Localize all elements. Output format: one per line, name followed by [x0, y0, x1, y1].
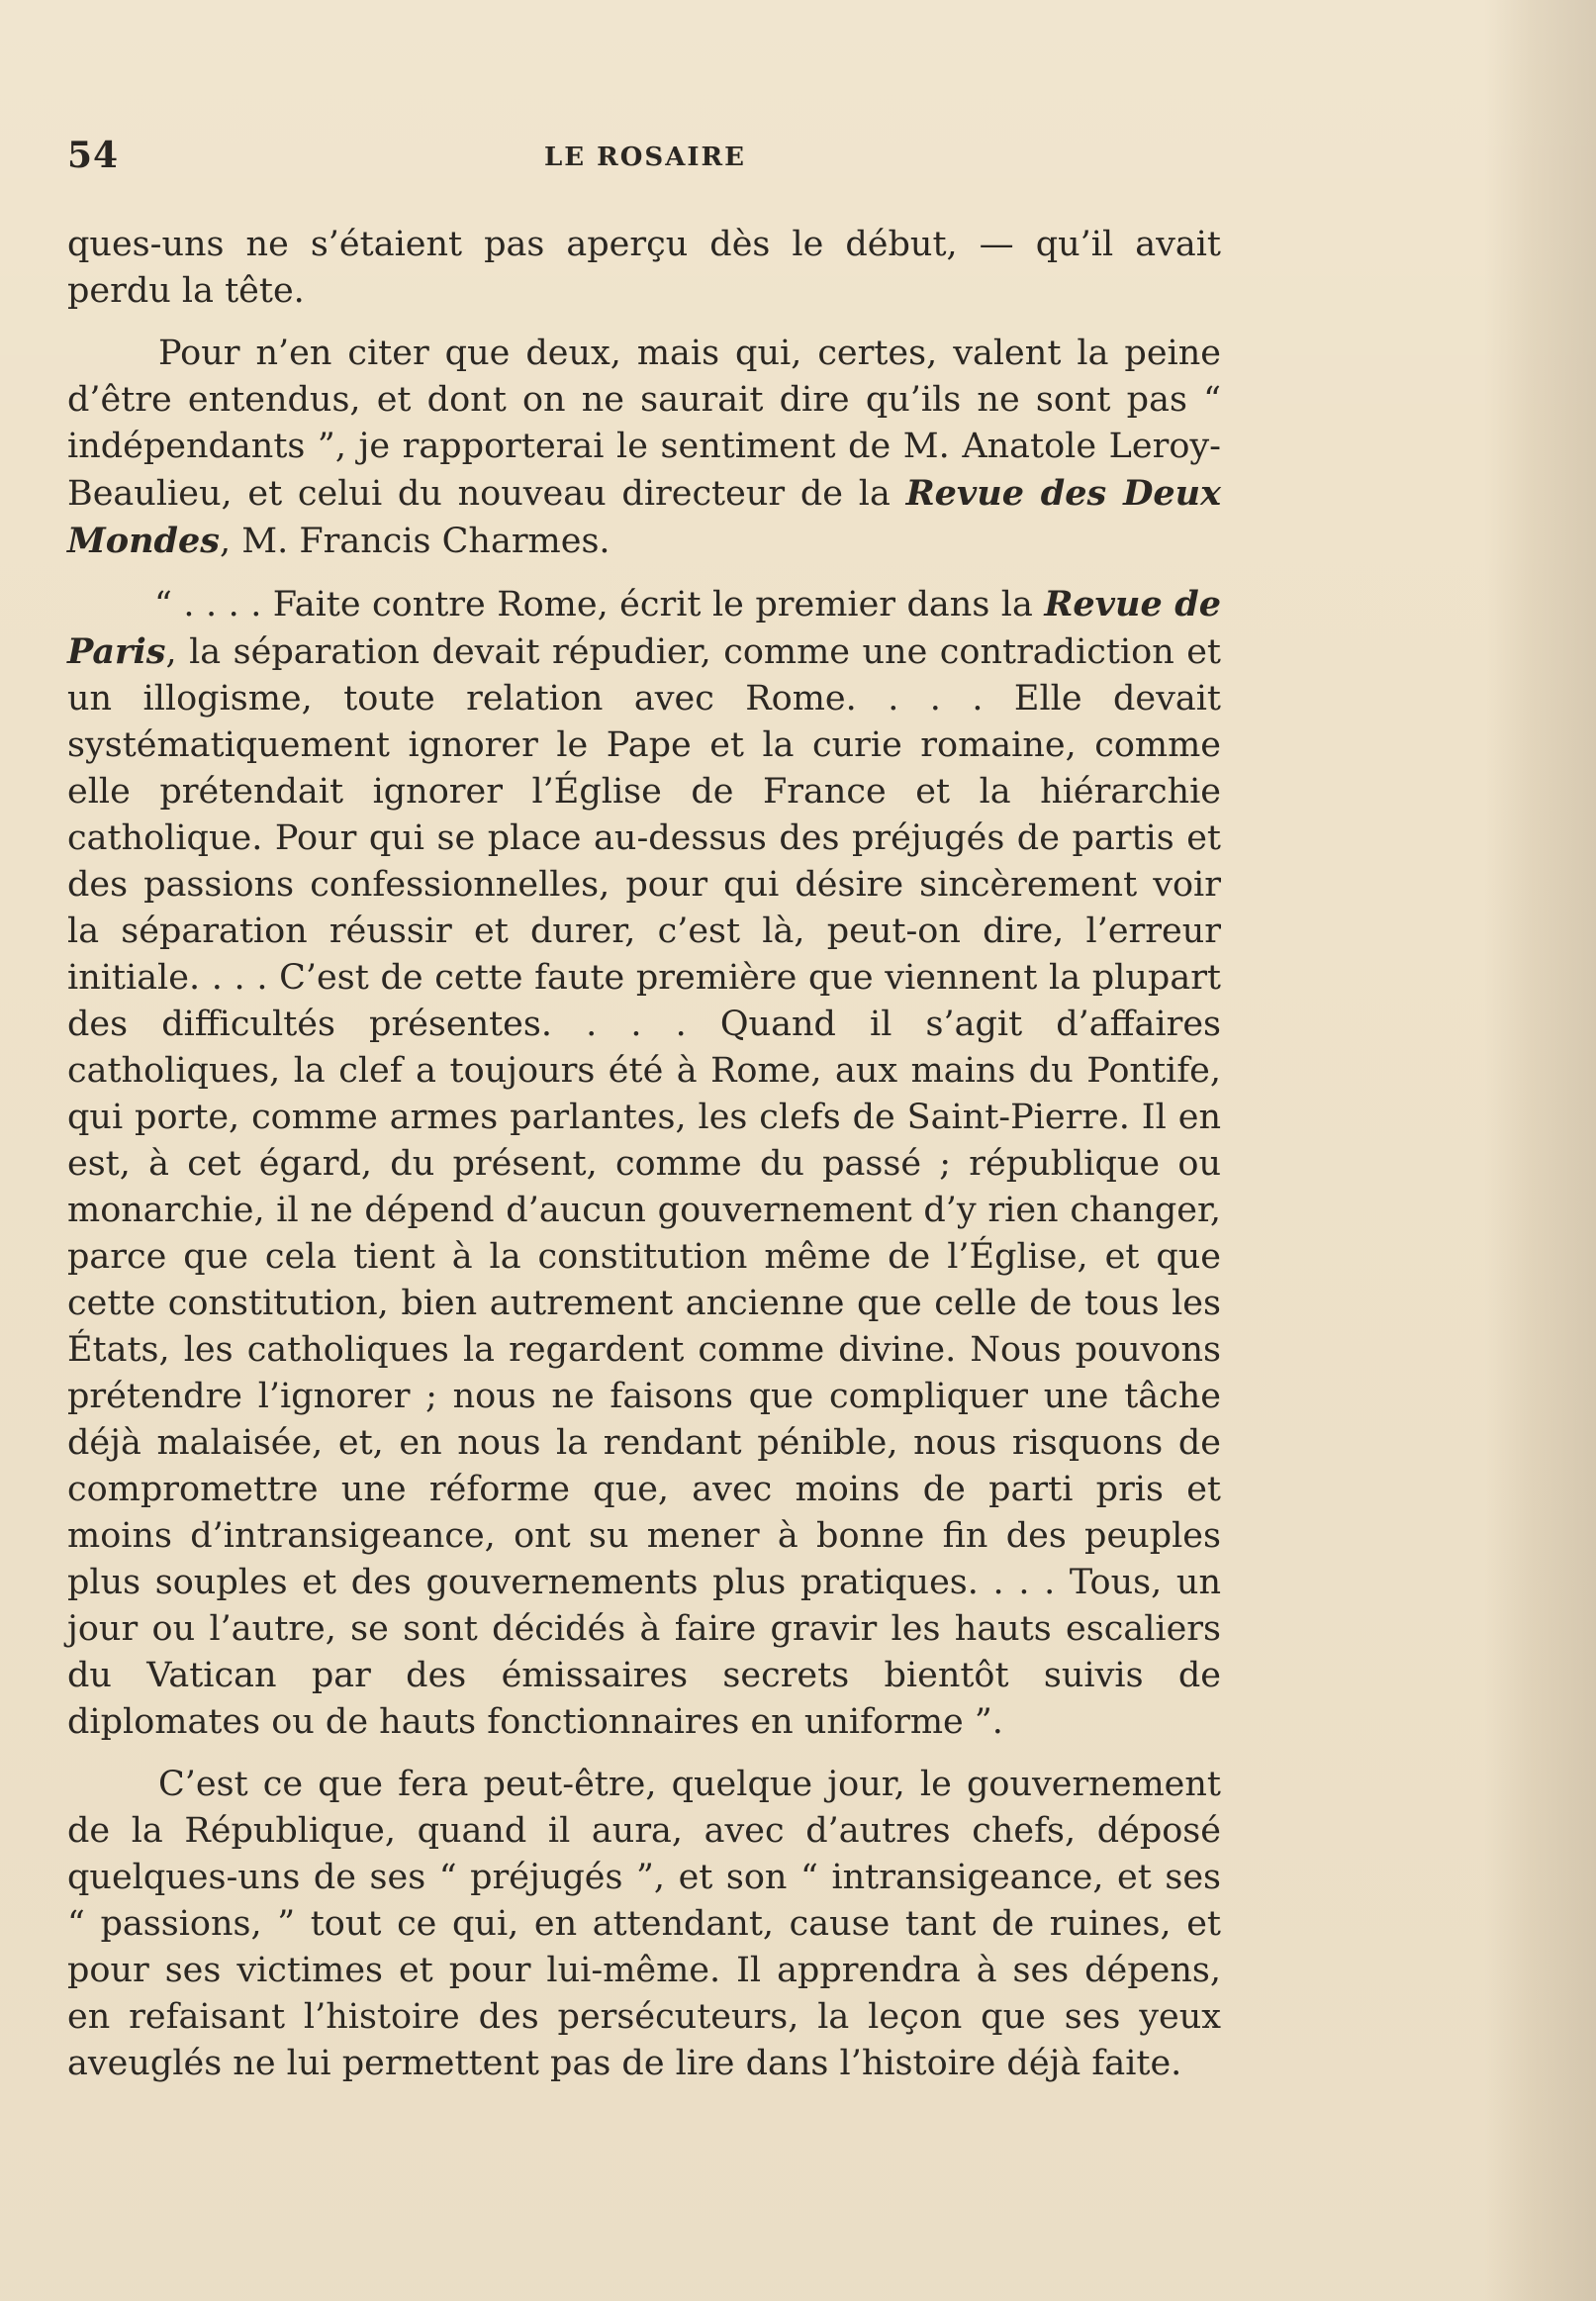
conclusion-paragraph — [67, 1762, 1221, 2087]
page-header — [67, 135, 1223, 184]
quotation-text-body: , la séparation devait répudier, comme une contradiction et un illogisme, toute relation avec Rome. . . . Elle devait systématiquement ignorer le Pape et la curie romaine, comme elle prétendait ignorer l’Église de France et la hiérarchie catholique. Pour qui se place au-dessus des préjugés de partis et des passions confessionnelles, pour qui désire sincèrement voir la séparation réussir et durer, c’est là, peut-on dire, l’erreur initiale. . . . C’est de cette faute première que viennent la plupart des difficultés présentes. . . . Quand il s’agit d’affaires catholiques, la clef a toujours été à Rome, aux mains du Pontife, qui porte, comme armes parlantes, les clefs de Saint-Pierre. Il en est, à cet égard, du présent, comme du passé ; république ou monarchie, il ne dépend d’aucun gouvernement d’y rien changer, parce que cela tient à la constitution même de l’Église, et que cette constitution, bien autrement ancienne que celle de tous les États, les catholiques la regardent comme divine. Nous pouvons prétendre l’ignorer ; nous ne faisons que compliquer une tâche déjà malaisée, et, en nous la rendant pénible, nous risquons de compromettre une réforme que, avec moins de parti pris et moins d’intransigeance, ont su mener à bonne fin des peuples plus souples et des gouvernements plus pratiques. . . . Tous, un jour ou l’autre, se sont décidés à faire gravir les hauts escaliers du Vatican par des émissaires secrets bientôt suivis de diplomates ou de hauts fonctionnaires en uniforme ”. — [67, 632, 1221, 1742]
intro-text-start: Pour n’en citer que deux, mais qui, certes, valent la peine d’être entendus, et dont on ne saurait dire qu’ils ne sont pas “ indépendants ”, je rapporterai le sentiment de M. Anatole Leroy-Beaulieu, et celui du nouveau directeur de la — [67, 334, 1221, 514]
quotation-text-start: “ . . . . Faite contre Rome, écrit le premier dans la — [154, 585, 1045, 624]
continuation-paragraph — [67, 222, 1221, 315]
page-number: 54 — [67, 135, 120, 176]
page-content — [67, 222, 1221, 2103]
running-head: LE ROSAIRE — [544, 143, 746, 172]
intro-paragraph — [67, 331, 1221, 565]
revue-de-paris-title: Revue de Paris — [67, 584, 1222, 672]
quotation-paragraph — [67, 581, 1221, 1746]
intro-text-end: , M. Francis Charmes. — [219, 522, 610, 561]
continuation-text: ques-uns ne s’étaient pas aperçu dès le début, — qu’il avait perdu la tête. — [67, 225, 1221, 311]
conclusion-text: C’est ce que fera peut-être, quelque jour, le gouvernement de la République, quand il aura, avec d’autres chefs, déposé quelques-uns de ses “ préjugés ”, et son “ intransigeance, et ses “ passions, ” tout ce qui, en attendant, cause tant de ruines, et pour ses victimes et pour lui-même. Il apprendra à ses dépens, en refaisant l’histoire des persécuteurs, la leçon que ses yeux aveuglés ne lui permettent pas de lire dans l’histoire déjà faite. — [67, 1765, 1221, 2083]
revue-des-deux-mondes-title: Revue des Deux Mondes — [67, 473, 1221, 561]
